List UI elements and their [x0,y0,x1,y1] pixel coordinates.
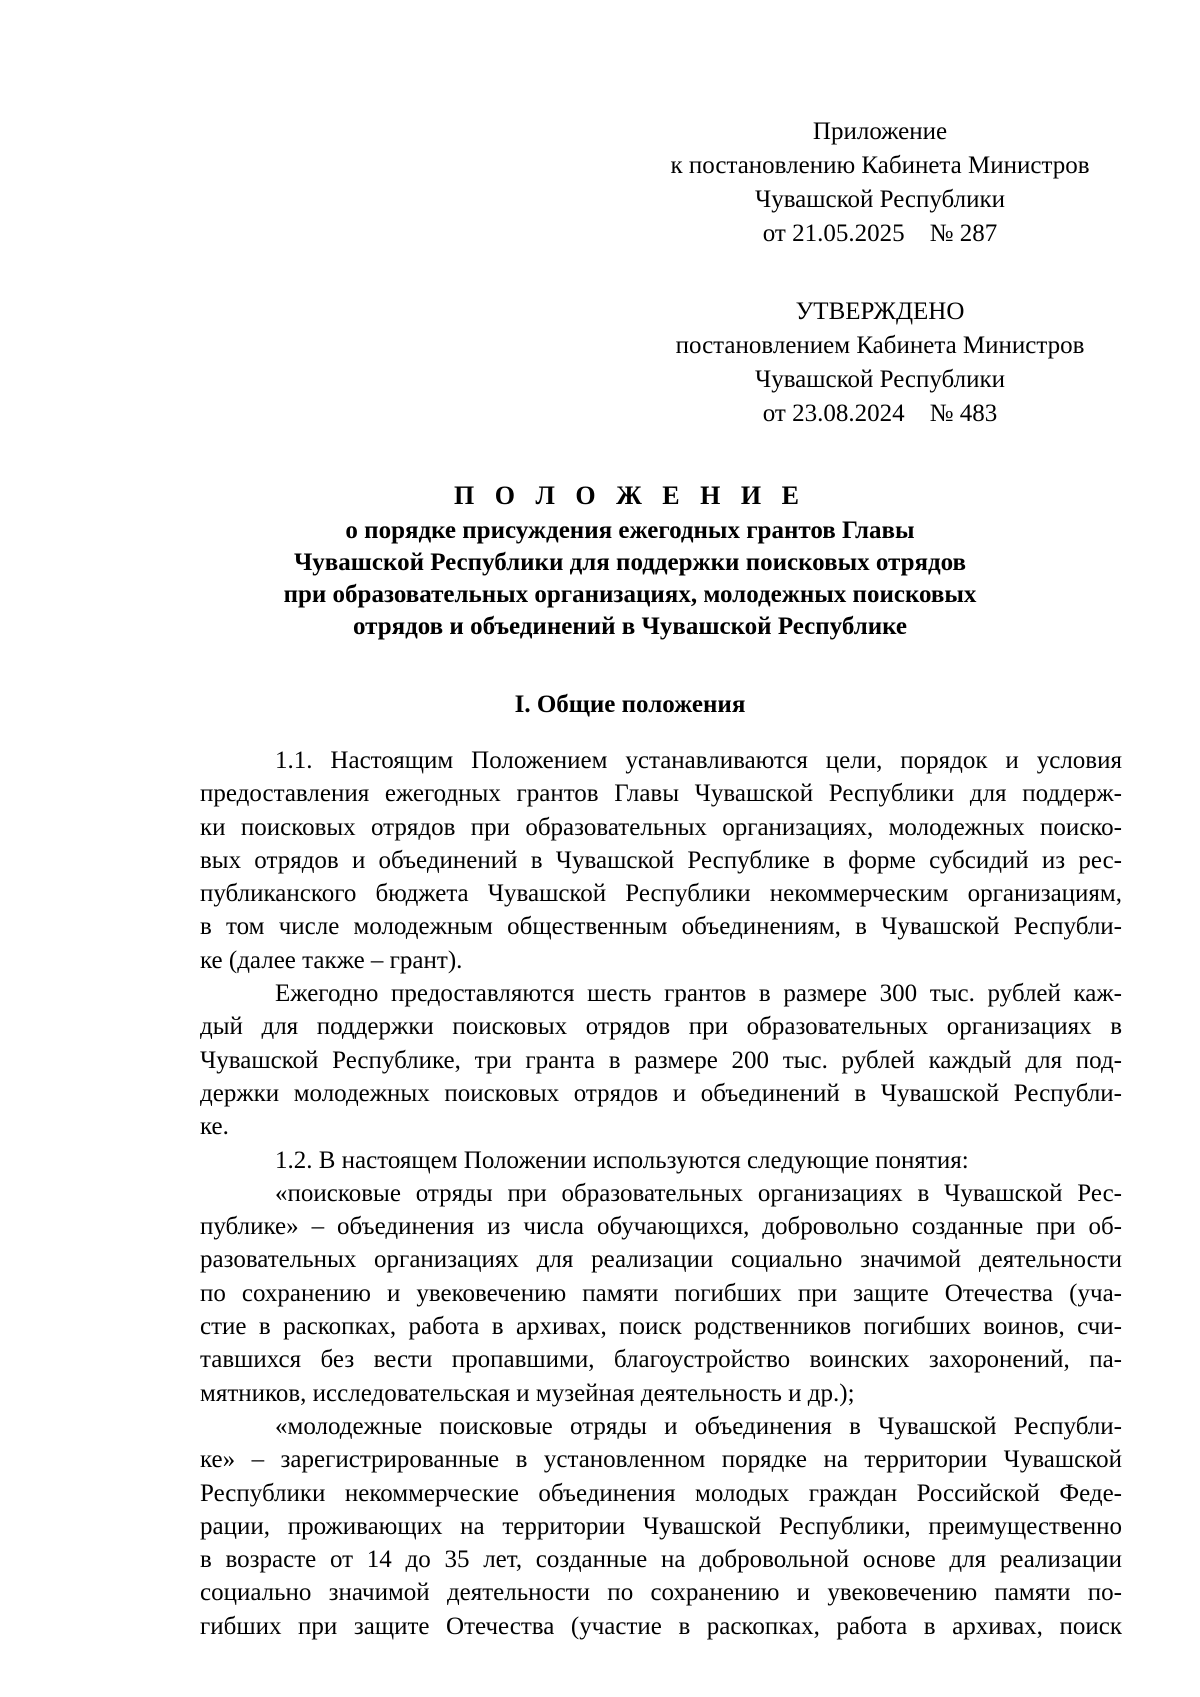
body-line: дый для поддержки поисковых отрядов при образовательных организациях в [200,1013,1122,1041]
body-line: публике» – объединения из числа обучающихся, добровольно созданные при об- [200,1213,1122,1241]
body-line: Ежегодно предоставляются шесть грантов в размере 300 тыс. рублей каж- [275,980,1122,1008]
approval-block [640,295,1120,431]
body-line: предоставления ежегодных грантов Главы Чувашской Республики для поддерж- [200,780,1122,808]
body-line: вых отрядов и объединений в Чувашской Республике в форме субсидий из рес- [200,846,1122,874]
body-line: Чувашской Республике, три гранта в размере 200 тыс. рублей каждый для под- [200,1046,1122,1074]
body-line: мятников, исследовательская и музейная деятельность и др.); [200,1379,855,1407]
body-line: публиканского бюджета Чувашской Республики некоммерческим организациям, [200,880,1122,908]
body-line: рации, проживающих на территории Чувашской Республики, преимущественно [200,1512,1122,1540]
body-line: в том числе молодежным общественным объединениям, в Чувашской Республи- [200,913,1122,941]
body-line: социально значимой деятельности по сохранению и увековечению памяти по- [200,1579,1122,1607]
body-line: стие в раскопках, работа в архивах, поиск родственников погибших воинов, счи- [200,1313,1122,1341]
body-line: ке (далее также – грант). [200,946,463,974]
document-subtitle-line: Чувашской Республики для поддержки поисковых отрядов [293,549,967,576]
approval-line: УТВЕРЖДЕНО [795,298,965,325]
body-line: «молодежные поисковые отряды и объединения в Чувашской Республи- [275,1412,1122,1440]
body-line: ке» – зарегистрированные в установленном порядке на территории Чувашской [200,1446,1122,1474]
body-line: разовательных организациях для реализации социально значимой деятельности [200,1246,1122,1274]
body-line: Республики некоммерческие объединения молодых граждан Российской Феде- [200,1479,1122,1507]
body-line: держки молодежных поисковых отрядов и объединений в Чувашской Республи- [200,1079,1122,1107]
appendix-block [640,115,1120,251]
document-subtitle-line: о порядке присуждения ежегодных грантов Главы [345,517,915,544]
body-text [200,744,1122,1643]
body-line: тавшихся без вести пропавшими, благоустройство воинских захоронений, па- [200,1346,1122,1374]
body-line: по сохранению и увековечению памяти погибших при защите Отечества (уча- [200,1279,1122,1307]
appendix-date-number: от 21.05.2025 № 287 [762,220,998,247]
document-title: П О Л О Ж Е Н И Е [454,481,806,510]
body-line: «поисковые отряды при образовательных организациях в Чувашской Рес- [275,1179,1122,1207]
body-line: 1.2. В настоящем Положении используются следующие понятия: [275,1146,969,1174]
document-title-block [200,480,1060,643]
document-subtitle-line: отрядов и объединений в Чувашской Республике [352,613,908,640]
body-line: ки поисковых отрядов при образовательных организациях, молодежных поиско- [200,813,1122,841]
body-line: гибших при защите Отечества (участие в раскопках, работа в архивах, поиск [200,1612,1122,1640]
approval-date-number: от 23.08.2024 № 483 [762,400,998,427]
body-line: 1.1. Настоящим Положением устанавливаются цели, порядок и условия [275,747,1122,774]
body-line: в возрасте от 14 до 35 лет, созданные на добровольной основе для реализации [200,1546,1122,1574]
document-subtitle-line: при образовательных организациях, молодежных поисковых [283,581,977,608]
appendix-line: Чувашской Республики [754,186,1006,213]
approval-line: постановлением Кабинета Министров [675,332,1085,359]
appendix-line: Приложение [812,118,948,145]
body-line: ке. [200,1113,229,1141]
section-heading: I. Общие положения [514,691,746,718]
approval-line: Чувашской Республики [754,366,1006,393]
appendix-line: к постановлению Кабинета Министров [670,152,1090,179]
